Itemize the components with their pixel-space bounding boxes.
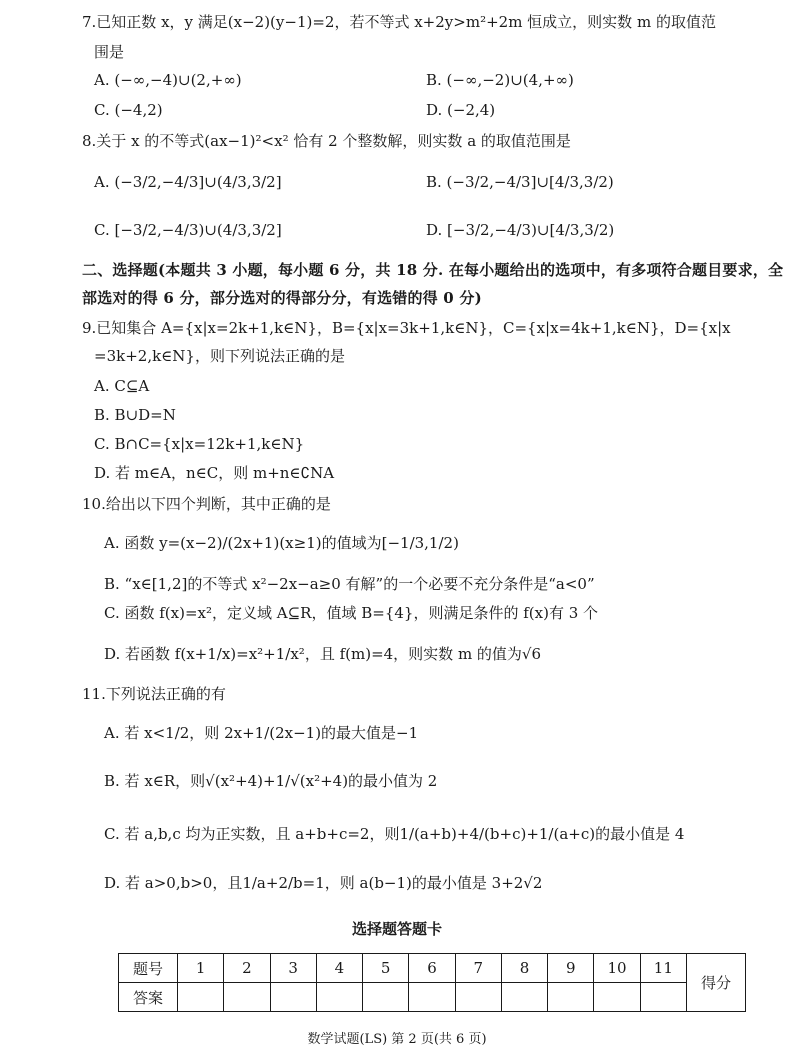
section-2-heading-cont: 部选对的得 6 分，部分选对的得部分分，有选错的得 0 分) bbox=[82, 289, 482, 307]
answer-card-answer-row bbox=[119, 983, 746, 1012]
q9-stem: 9.已知集合 A={x|x=2k+1,k∈N}，B={x|x=3k+1,k∈N}，C={x|x=4k+1,k∈N}，D={x|x bbox=[82, 319, 731, 337]
q11-option-d: D. 若 a>0,b>0，且1/a+2/b=1，则 a(b−1)的最小值是 3+2√2 bbox=[104, 874, 543, 892]
q7-stem: 7.已知正数 x，y 满足(x−2)(y−1)=2，若不等式 x+2y>m²+2m 恒成立，则实数 m 的取值范 bbox=[82, 13, 716, 31]
answer-cell[interactable] bbox=[178, 983, 224, 1012]
score-cell: 得分 bbox=[687, 954, 746, 1012]
q7-option-b: B. (−∞,−2)∪(4,+∞) bbox=[426, 71, 574, 89]
q10-option-b: B. “x∈[1,2]的不等式 x²−2x−a≥0 有解”的一个必要不充分条件是“a<0” bbox=[104, 575, 595, 593]
q9-stem-cont: =3k+2,k∈N}，则下列说法正确的是 bbox=[94, 347, 345, 365]
q10-option-a: A. 函数 y=(x−2)/(2x+1)(x≥1)的值域为[−1/3,1/2) bbox=[104, 534, 459, 552]
answer-cell[interactable] bbox=[501, 983, 547, 1012]
answer-label-cell: 答案 bbox=[119, 983, 178, 1012]
question-number-cell: 4 bbox=[316, 954, 362, 983]
answer-cell[interactable] bbox=[316, 983, 362, 1012]
answer-cell[interactable] bbox=[224, 983, 270, 1012]
header-label-cell: 题号 bbox=[119, 954, 178, 983]
section-2-heading: 二、选择题(本题共 3 小题，每小题 6 分，共 18 分. 在每小题给出的选项中，有多项符合题目要求，全 bbox=[82, 261, 784, 279]
q7-option-d: D. (−2,4) bbox=[426, 101, 496, 119]
q8-option-d: D. [−3/2,−4/3)∪[4/3,3/2) bbox=[426, 221, 615, 239]
q7-option-a: A. (−∞,−4)∪(2,+∞) bbox=[94, 71, 242, 89]
answer-cell[interactable] bbox=[455, 983, 501, 1012]
q7-stem-cont: 围是 bbox=[94, 43, 125, 61]
q9-option-a: A. C⊆A bbox=[94, 377, 150, 395]
q8-stem: 8.关于 x 的不等式(ax−1)²<x² 恰有 2 个整数解，则实数 a 的取值范围是 bbox=[82, 132, 571, 150]
question-number-cell: 1 bbox=[178, 954, 224, 983]
q8-option-c: C. [−3/2,−4/3)∪(4/3,3/2] bbox=[94, 221, 282, 239]
question-number-cell: 6 bbox=[409, 954, 455, 983]
page-footer: 数学试题(LS) 第 2 页(共 6 页) bbox=[307, 1032, 487, 1047]
q10-stem: 10.给出以下四个判断，其中正确的是 bbox=[82, 495, 331, 513]
q8-option-b: B. (−3/2,−4/3]∪[4/3,3/2) bbox=[426, 173, 614, 191]
answer-cell[interactable] bbox=[270, 983, 316, 1012]
answer-cell[interactable] bbox=[409, 983, 455, 1012]
question-number-cell: 9 bbox=[548, 954, 594, 983]
q11-option-c: C. 若 a,b,c 均为正实数，且 a+b+c=2，则1/(a+b)+4/(b+c)+1/(a+c)的最小值是 4 bbox=[104, 825, 685, 843]
answer-cell[interactable] bbox=[548, 983, 594, 1012]
q11-option-a: A. 若 x<1/2，则 2x+1/(2x−1)的最大值是−1 bbox=[104, 724, 419, 742]
answer-cell[interactable] bbox=[363, 983, 409, 1012]
q10-option-d: D. 若函数 f(x+1/x)=x²+1/x²，且 f(m)=4，则实数 m 的值为√6 bbox=[104, 645, 542, 663]
q9-option-d: D. 若 m∈A，n∈C，则 m+n∈∁NA bbox=[94, 464, 335, 482]
q11-option-b: B. 若 x∈R，则√(x²+4)+1/√(x²+4)的最小值为 2 bbox=[104, 772, 438, 790]
q9-option-c: C. B∩C={x|x=12k+1,k∈N} bbox=[94, 435, 305, 453]
q7-option-c: C. (−4,2) bbox=[94, 101, 163, 119]
q8-option-a: A. (−3/2,−4/3]∪(4/3,3/2] bbox=[94, 173, 282, 191]
question-number-cell: 11 bbox=[640, 954, 686, 983]
question-number-cell: 8 bbox=[501, 954, 547, 983]
question-number-cell: 3 bbox=[270, 954, 316, 983]
question-number-cell: 2 bbox=[224, 954, 270, 983]
q11-stem: 11.下列说法正确的有 bbox=[82, 685, 226, 703]
question-number-cell: 10 bbox=[594, 954, 640, 983]
question-number-cell: 7 bbox=[455, 954, 501, 983]
question-number-cell: 5 bbox=[363, 954, 409, 983]
answer-card-title: 选择题答题卡 bbox=[351, 920, 442, 938]
answer-cell[interactable] bbox=[640, 983, 686, 1012]
answer-card-table bbox=[118, 953, 746, 1012]
answer-card-header-row bbox=[119, 954, 746, 983]
q10-option-c: C. 函数 f(x)=x²，定义域 A⊆R，值域 B={4}，则满足条件的 f(x)有 3 个 bbox=[104, 604, 599, 622]
q9-option-b: B. B∪D=N bbox=[94, 406, 176, 424]
answer-cell[interactable] bbox=[594, 983, 640, 1012]
